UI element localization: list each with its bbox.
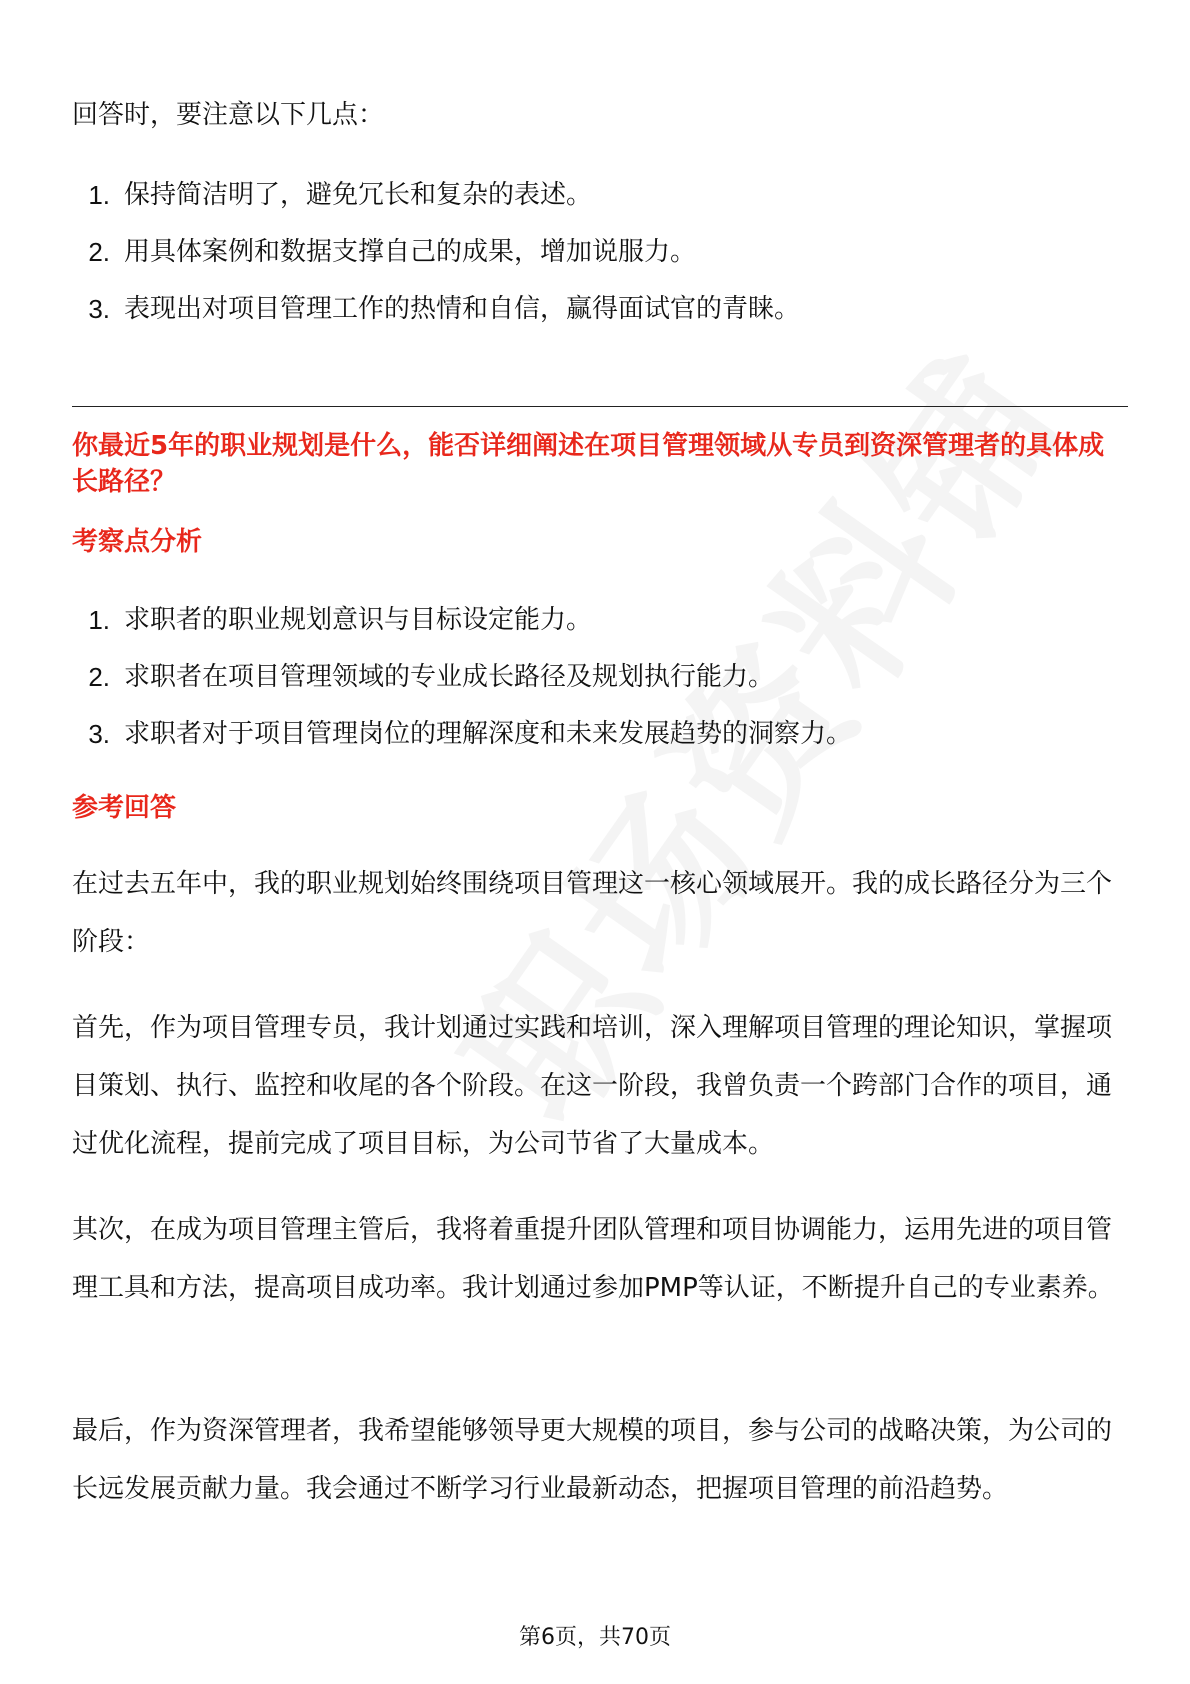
list-text: 求职者对于项目管理岗位的理解深度和未来发展趋势的洞察力。 [124, 719, 853, 749]
list-number: 1. [88, 605, 110, 635]
list-item [72, 592, 1128, 649]
answer-paragraph: 最后，作为资深管理者，我希望能够领导更大规模的项目，参与公司的战略决策，为公司的长远发展贡献力量。我会通过不断学习行业最新动态，把握项目管理的前沿趋势。 [72, 1416, 1113, 1504]
answer-heading: 参考回答 [72, 793, 177, 823]
list-number: 2. [88, 237, 110, 267]
tips-list [72, 167, 1128, 338]
list-item [72, 167, 1128, 224]
answer-paragraph: 其次，在成为项目管理主管后，我将着重提升团队管理和项目协调能力，运用先进的项目管理工具和方法，提高项目成功率。我计划通过参加PMP等认证，不断提升自己的专业素养。 [72, 1215, 1114, 1303]
list-number: 3. [88, 294, 110, 324]
analysis-list [72, 592, 1128, 763]
page-number: 第6页，共70页 [519, 1625, 671, 1650]
list-text: 表现出对项目管理工作的热情和自信，赢得面试官的青睐。 [124, 294, 801, 324]
intro-text: 回答时，要注意以下几点： [72, 100, 385, 130]
list-number: 1. [88, 180, 110, 210]
analysis-heading: 考察点分析 [72, 527, 203, 557]
answer-paragraph: 首先，作为项目管理专员，我计划通过实践和培训，深入理解项目管理的理论知识，掌握项目策划、执行、监控和收尾的各个阶段。在这一阶段，我曾负责一个跨部门合作的项目，通过优化流程，提前完成了项目目标，为公司节省了大量成本。 [72, 1013, 1113, 1159]
list-item [72, 649, 1128, 706]
list-text: 保持简洁明了，避免冗长和复杂的表述。 [124, 180, 593, 210]
list-item [72, 706, 1128, 763]
list-item [72, 281, 1128, 338]
list-item [72, 224, 1128, 281]
section-divider [72, 406, 1128, 407]
list-text: 求职者的职业规划意识与目标设定能力。 [124, 605, 593, 635]
list-text: 用具体案例和数据支撑自己的成果，增加说服力。 [124, 237, 697, 267]
question-title: 你最近5年的职业规划是什么，能否详细阐述在项目管理领域从专员到资深管理者的具体成长路径？ [72, 431, 1105, 497]
list-number: 2. [88, 662, 110, 692]
list-text: 求职者在项目管理领域的专业成长路径及规划执行能力。 [124, 662, 775, 692]
answer-paragraph: 在过去五年中，我的职业规划始终围绕项目管理这一核心领域展开。我的成长路径分为三个阶段： [72, 869, 1113, 957]
list-number: 3. [88, 719, 110, 749]
